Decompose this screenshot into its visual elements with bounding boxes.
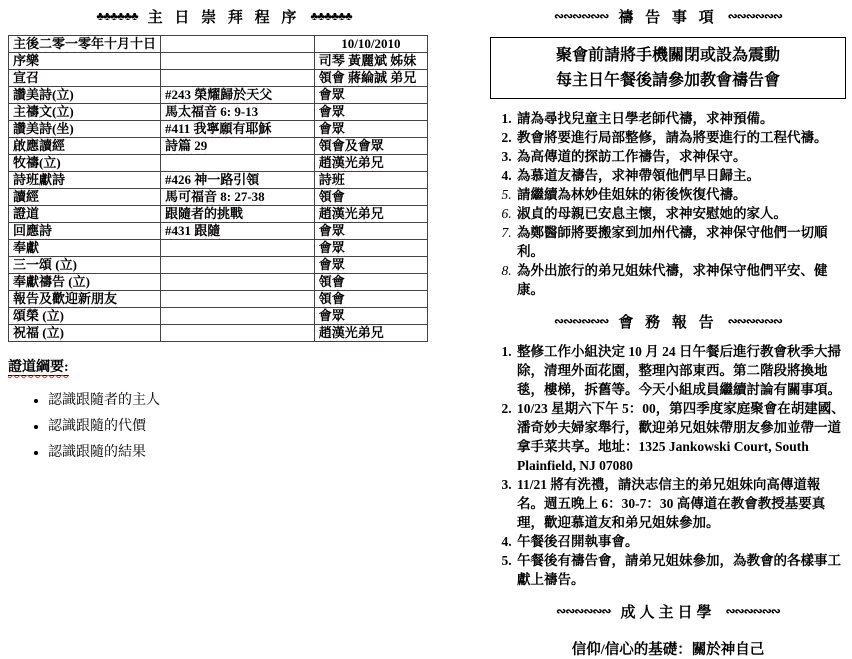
cell-who: 會眾: [318, 240, 345, 255]
list-item: • 認識跟隨的結果: [48, 444, 440, 461]
table-row: [9, 240, 428, 257]
cell-who: 會眾: [318, 223, 345, 238]
table-row: [9, 223, 428, 240]
church-report-header: [490, 311, 846, 332]
cell-who: 領會及會眾: [318, 138, 384, 153]
notice-line: 聚會前請將手機關閉或設為震動: [555, 47, 780, 64]
swirl-chain-icon: ∾∾∾∾∾∾: [725, 604, 780, 618]
worship-program-column: [8, 6, 440, 470]
cell-detail: 詩篇 29: [165, 138, 208, 153]
list-item: • 認識跟隨的代價: [48, 418, 440, 435]
cell-who: 會眾: [318, 87, 345, 102]
cell-item: 三一頌 (立): [13, 257, 77, 272]
prayer-item: 2. 教會將要進行局部整修，請為將要進行的工程代禱。: [515, 128, 846, 147]
cell-item: 宣召: [13, 70, 40, 85]
worship-program-title: 主 日 崇 拜 程 序: [147, 10, 301, 26]
table-row: [9, 206, 428, 223]
church-report-title: 會 務 報 告: [618, 315, 718, 331]
table-row: [9, 291, 428, 308]
floral-chain-icon: ♣♣♣♣♣♣: [96, 9, 138, 23]
cell-who: 趙漢光弟兄: [318, 325, 384, 340]
cell-item: 奉獻: [13, 240, 40, 255]
cell-item: 主禱文(立): [13, 104, 74, 119]
worship-program-header: [8, 6, 440, 27]
cell-who: 領會 蔣綸誠 弟兄: [318, 70, 417, 85]
cell-item: 啟應讀經: [13, 138, 66, 153]
swirl-chain-icon: ∾∾∾∾∾∾: [554, 9, 609, 23]
cell-detail: 馬可福音 8: 27-38: [165, 189, 265, 204]
report-item: 2. 10/23 星期六下午 5：00，第四季度家庭聚會在胡建國、潘奇妙夫婦家舉行，歡迎弟兄姐妹帶朋友參加並帶一道拿手菜共享。地址：1325 Jankowski Court, South Plainfield, NJ 07080: [515, 399, 846, 475]
prayer-item: 5. 請繼續為林妙佳姐妹的術後恢復代禱。: [515, 185, 846, 204]
report-item: 3. 11/21 將有洗禮，請決志信主的弟兄姐妹向高傳道報名。週五晚上 6：30-7：30 高傳道在教會教授基要真理，歡迎慕道友和弟兄姐妹參加。: [515, 475, 846, 532]
cell-item: 序樂: [13, 53, 40, 68]
report-item: 1. 整修工作小組決定 10 月 24 日午餐后進行教會秋季大掃除，清理外面花園，整理內部東西。第二階段將換地毯，樓梯，拆舊等。今天小組成員繼續討論有關事項。: [515, 342, 846, 399]
table-row: [9, 138, 428, 155]
prayer-item: 6. 淑貞的母親已安息主懷，求神安慰她的家人。: [515, 204, 846, 223]
table-row: [9, 308, 428, 325]
sermon-outline-heading-text: 證道綱要:: [8, 360, 69, 375]
sermon-outline-list: [22, 392, 440, 461]
table-row: [9, 155, 428, 172]
prayer-item: 7. 為鄭醫師將要搬家到加州代禱，求神保守他們一切順利。: [515, 223, 846, 261]
cell-who: 趙漢光弟兄: [318, 206, 384, 221]
swirl-chain-icon: ∾∾∾∾∾∾: [727, 314, 782, 328]
cell-item: 報告及歡迎新朋友: [13, 291, 118, 306]
prayer-item: 4. 為慕道友禱告，求神帶領他們早日歸主。: [515, 166, 846, 185]
cell-detail: #411 我寧願有耶穌: [165, 121, 272, 136]
table-row: [9, 189, 428, 206]
table-row: [9, 87, 428, 104]
prayer-item: 1. 請為尋找兒童主日學老師代禱，求神預備。: [515, 109, 846, 128]
cell-detail: 跟隨者的挑戰: [165, 206, 244, 221]
swirl-chain-icon: ∾∾∾∾∾∾: [556, 604, 611, 618]
prayer-item: 8. 為外出旅行的弟兄姐妹代禱，求神保守他們平安、健康。: [515, 261, 846, 299]
table-row: [9, 70, 428, 87]
church-report-list: [490, 342, 846, 589]
cell-detail: #426 神一路引領: [165, 172, 260, 187]
cell-who: 詩班: [318, 172, 345, 187]
notice-box: [490, 37, 846, 99]
cell-who: 會眾: [318, 121, 345, 136]
cell-who: 會眾: [318, 308, 345, 323]
cell-item: 奉獻禱告 (立): [13, 274, 90, 289]
cell-who: 會眾: [318, 104, 345, 119]
cell-detail: 馬太福音 6: 9-13: [165, 104, 259, 119]
cell-detail: #243 榮耀歸於天父: [165, 87, 273, 102]
prayer-items-title: 禱 告 事 項: [618, 10, 718, 26]
cell-who: 趙漢光弟兄: [318, 155, 384, 170]
cell-item: 祝福 (立): [13, 325, 64, 340]
prayer-list: [490, 109, 846, 299]
cell-who: 領會: [318, 274, 345, 289]
notice-line: 每主日午餐後請參加教會禱告會: [555, 72, 780, 89]
cell-item: 牧禱(立): [13, 155, 61, 170]
cell-item: 詩班獻詩: [13, 172, 66, 187]
cell-detail: #431 跟隨: [165, 223, 221, 238]
announcements-column: [490, 6, 846, 659]
cell-item: 頌榮 (立): [13, 308, 64, 323]
report-item: 4. 午餐後召開執事會。: [515, 532, 846, 551]
report-item: 5. 午餐後有禱告會，請弟兄姐妹參加，為教會的各樣事工獻上禱告。: [515, 551, 846, 589]
cell-who: 領會: [318, 189, 345, 204]
prayer-item: 3. 為高傳道的探訪工作禱告，求神保守。: [515, 147, 846, 166]
table-row: [9, 172, 428, 189]
cell-item: 讚美詩(坐): [13, 121, 74, 136]
cell-item: 讀經: [13, 189, 40, 204]
table-row: [9, 325, 428, 342]
cell-item: 主後二零一零年十月十日: [13, 36, 157, 51]
cell-date: 10/10/2010: [341, 36, 401, 51]
table-row: [9, 104, 428, 121]
cell-item: 回應詩: [13, 223, 53, 238]
cell-who: 會眾: [318, 257, 345, 272]
floral-chain-icon: ♣♣♣♣♣♣: [310, 9, 352, 23]
table-row: [9, 257, 428, 274]
worship-program-table: [8, 35, 428, 342]
adult-sunday-school-title: 成人主日學: [620, 605, 716, 621]
cell-item: 讚美詩(立): [13, 87, 74, 102]
sermon-outline-heading: [8, 356, 440, 376]
swirl-chain-icon: ∾∾∾∾∾∾: [727, 9, 782, 23]
adult-sunday-school-header: [490, 601, 846, 622]
swirl-chain-icon: ∾∾∾∾∾∾: [554, 314, 609, 328]
table-row: [9, 121, 428, 138]
table-row: [9, 36, 428, 53]
cell-who: 司琴 黃麗斌 姊妹: [318, 53, 417, 68]
prayer-items-header: [490, 6, 846, 27]
list-item: • 認識跟隨者的主人: [48, 392, 440, 409]
table-row: [9, 274, 428, 291]
sunday-school-topic: 信仰/信心的基礎：關於神自己: [571, 642, 765, 658]
table-row: [9, 53, 428, 70]
cell-item: 證道: [13, 206, 40, 221]
cell-who: 領會: [318, 291, 345, 306]
